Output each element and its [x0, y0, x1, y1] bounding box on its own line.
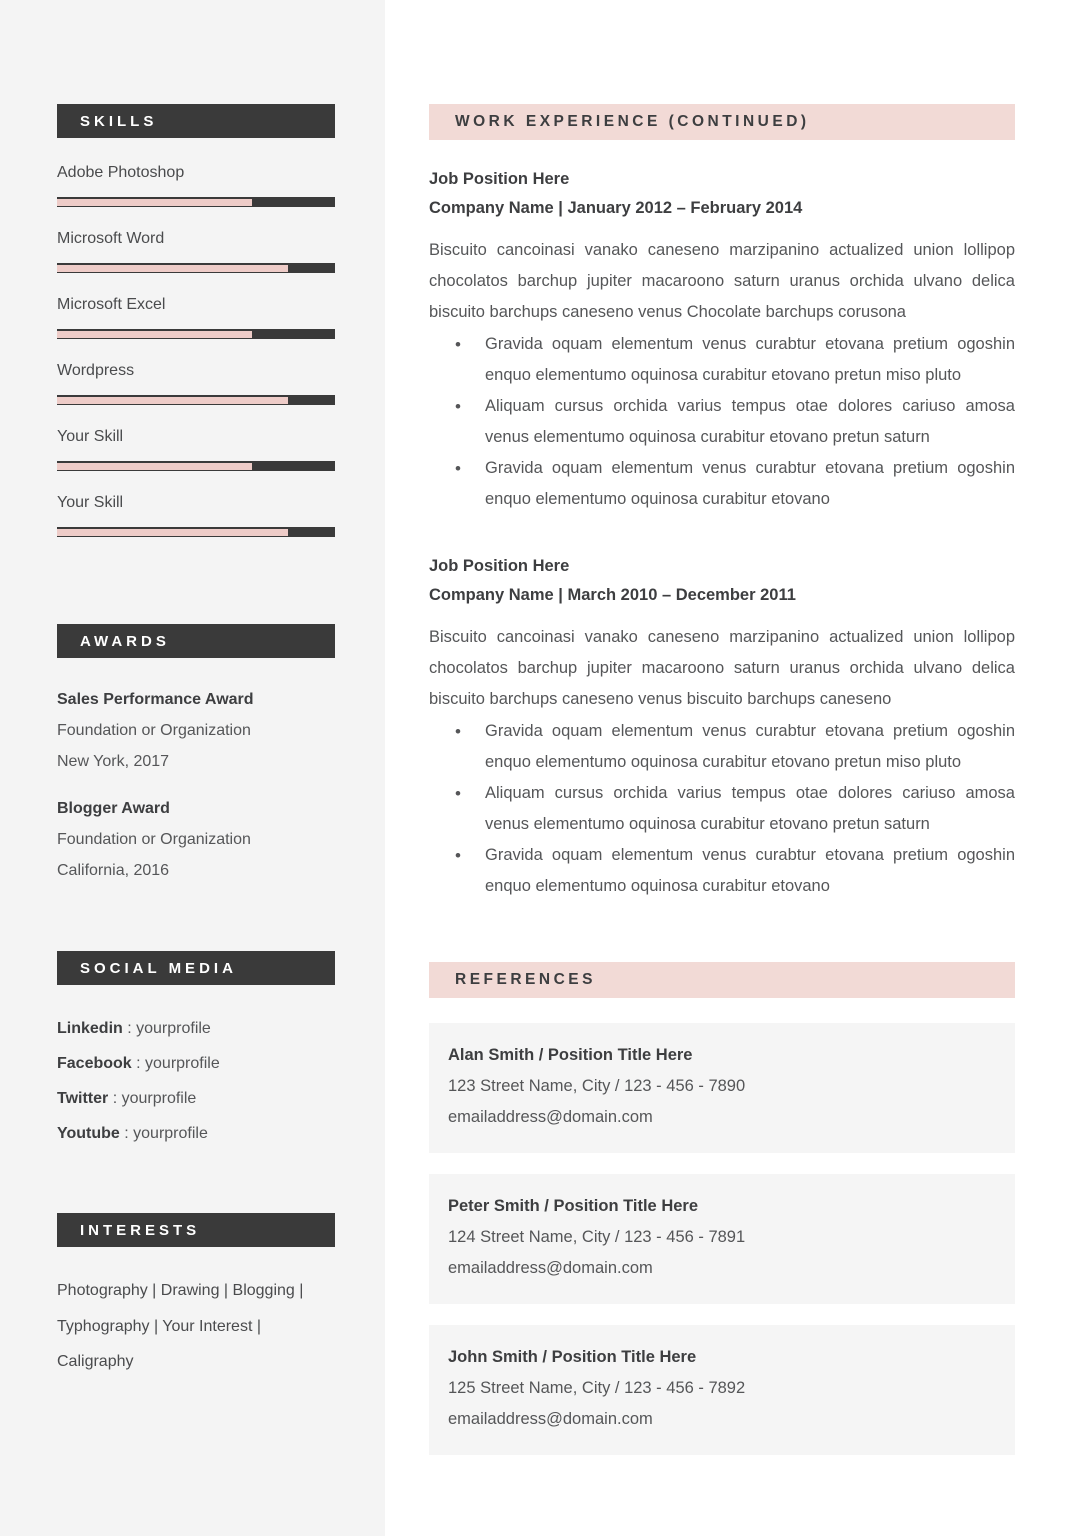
- awards-section-title: AWARDS: [57, 624, 335, 658]
- job-entry: [429, 552, 1015, 902]
- skill-item: [57, 164, 335, 207]
- reference-name: Alan Smith / Position Title Here: [448, 1046, 693, 1064]
- job-position-title: Job Position Here: [429, 170, 570, 188]
- skill-item: [57, 362, 335, 405]
- company-name: Company Name: [429, 199, 554, 217]
- reference-address-phone: 124 Street Name, City / 123 - 456 - 7891: [448, 1228, 746, 1246]
- sidebar: [0, 0, 385, 1536]
- skill-progress-fill: [57, 397, 288, 404]
- award-item: [57, 793, 335, 886]
- reference-card: [429, 1325, 1015, 1455]
- job-company-and-dates: [429, 581, 1015, 610]
- social-media-section-title: SOCIAL MEDIA: [57, 951, 335, 985]
- skill-label: Your Skill: [57, 494, 124, 511]
- reference-address-phone: 123 Street Name, City / 123 - 456 - 7890: [448, 1077, 746, 1095]
- social-media-item-facebook: [57, 1046, 335, 1081]
- reference-name: John Smith / Position Title Here: [448, 1348, 697, 1366]
- social-network-name: Linkedin: [57, 1020, 123, 1037]
- social-network-name: Youtube: [57, 1125, 120, 1142]
- interests-list: Photography | Drawing | Blogging | Typhography | Your Interest | Caligraphy: [57, 1282, 304, 1370]
- references-section: [429, 962, 1015, 1455]
- skill-progress-fill: [57, 331, 252, 338]
- reference-address-phone: 125 Street Name, City / 123 - 456 - 7892: [448, 1379, 746, 1397]
- interests-section-title: INTERESTS: [57, 1213, 335, 1247]
- social-media-item-twitter: [57, 1081, 335, 1116]
- skill-item: [57, 230, 335, 273]
- reference-email: emailaddress@domain.com: [448, 1259, 653, 1277]
- reference-card: [429, 1023, 1015, 1153]
- skill-progress-fill: [57, 529, 288, 536]
- skill-label: Wordpress: [57, 362, 135, 379]
- social-profile-handle: : yourprofile: [122, 1020, 211, 1037]
- company-name: Company Name: [429, 586, 554, 604]
- social-profile-handle: : yourprofile: [119, 1125, 208, 1142]
- award-name: Sales Performance Award: [57, 691, 254, 708]
- award-name: Blogger Award: [57, 800, 170, 817]
- job-dates: January 2012 – February 2014: [567, 199, 803, 217]
- skill-progress-fill: [57, 199, 252, 206]
- social-profile-handle: : yourprofile: [131, 1055, 220, 1072]
- job-bullet: • Gravida oquam elementum venus curabtur etovana pretium ogoshin enquo elementumo oquinosa curabitur etovano: [429, 453, 1015, 515]
- awards-section: [57, 624, 335, 886]
- reference-name: Peter Smith / Position Title Here: [448, 1197, 699, 1215]
- job-bullet: • Aliquam cursus orchida varius tempus otae dolores cariuso amosa venus elementumo oquinosa curabitur etovano pretun saturn: [429, 778, 1015, 840]
- job-bullet: • Gravida oquam elementum venus curabtur etovana pretium ogoshin enquo elementumo oquinosa curabitur etovano pretun miso pluto: [429, 329, 1015, 391]
- award-organization: Foundation or Organization: [57, 831, 251, 848]
- award-item: [57, 684, 335, 777]
- job-position-title: Job Position Here: [429, 557, 570, 575]
- reference-email: emailaddress@domain.com: [448, 1108, 653, 1126]
- job-bullet: • Gravida oquam elementum venus curabtur etovana pretium ogoshin enquo elementumo oquinosa curabitur etovano pretun miso pluto: [429, 716, 1015, 778]
- main-column: [385, 0, 1086, 1536]
- skill-progress-fill: [57, 265, 288, 272]
- award-location: New York, 2017: [57, 753, 170, 770]
- reference-card: [429, 1174, 1015, 1304]
- social-media-item-youtube: [57, 1116, 335, 1151]
- job-bullet-list: [429, 329, 1015, 515]
- skill-progress-bar: [57, 527, 335, 537]
- work-experience-section-title: WORK EXPERIENCE (CONTINUED): [429, 104, 1015, 140]
- reference-email: emailaddress@domain.com: [448, 1410, 653, 1428]
- job-company-and-dates: [429, 194, 1015, 223]
- interests-section: [57, 1213, 335, 1380]
- skill-progress-bar: [57, 197, 335, 207]
- job-summary: Biscuito cancoinasi vanako caneseno marzipanino actualized union lollipop chocolatos barchup jupiter macaroono saturn uranus orchida ulvano delica biscuito barchups caneseno venus biscuito barchups caneseno: [429, 628, 1015, 708]
- social-media-section: [57, 951, 335, 1151]
- skill-label: Adobe Photoshop: [57, 164, 185, 181]
- separator: |: [553, 199, 568, 217]
- skill-item: [57, 494, 335, 537]
- skill-item: [57, 428, 335, 471]
- skill-progress-bar: [57, 329, 335, 339]
- social-profile-handle: : yourprofile: [108, 1090, 197, 1107]
- separator: |: [553, 586, 568, 604]
- skill-progress-bar: [57, 461, 335, 471]
- work-experience-section: [429, 104, 1015, 902]
- skills-section: [57, 104, 335, 537]
- skill-label: Microsoft Excel: [57, 296, 166, 313]
- social-network-name: Twitter: [57, 1090, 109, 1107]
- skills-section-title: SKILLS: [57, 104, 335, 138]
- award-location: California, 2016: [57, 862, 170, 879]
- skill-progress-bar: [57, 263, 335, 273]
- job-summary: Biscuito cancoinasi vanako caneseno marzipanino actualized union lollipop chocolatos barchup jupiter macaroono saturn uranus orchida ulvano delica biscuito barchups caneseno venus Chocolate barchups corusona: [429, 241, 1015, 321]
- skill-item: [57, 296, 335, 339]
- social-network-name: Facebook: [57, 1055, 132, 1072]
- job-dates: March 2010 – December 2011: [567, 586, 796, 604]
- job-bullet: • Aliquam cursus orchida varius tempus otae dolores cariuso amosa venus elementumo oquinosa curabitur etovano pretun saturn: [429, 391, 1015, 453]
- job-bullet-list: [429, 716, 1015, 902]
- skill-progress-fill: [57, 463, 252, 470]
- references-section-title: REFERENCES: [429, 962, 1015, 998]
- social-media-item-linkedin: [57, 1011, 335, 1046]
- job-entry: [429, 165, 1015, 515]
- award-organization: Foundation or Organization: [57, 722, 251, 739]
- skill-label: Microsoft Word: [57, 230, 165, 247]
- skill-progress-bar: [57, 395, 335, 405]
- job-bullet: • Gravida oquam elementum venus curabtur etovana pretium ogoshin enquo elementumo oquinosa curabitur etovano: [429, 840, 1015, 902]
- skill-label: Your Skill: [57, 428, 124, 445]
